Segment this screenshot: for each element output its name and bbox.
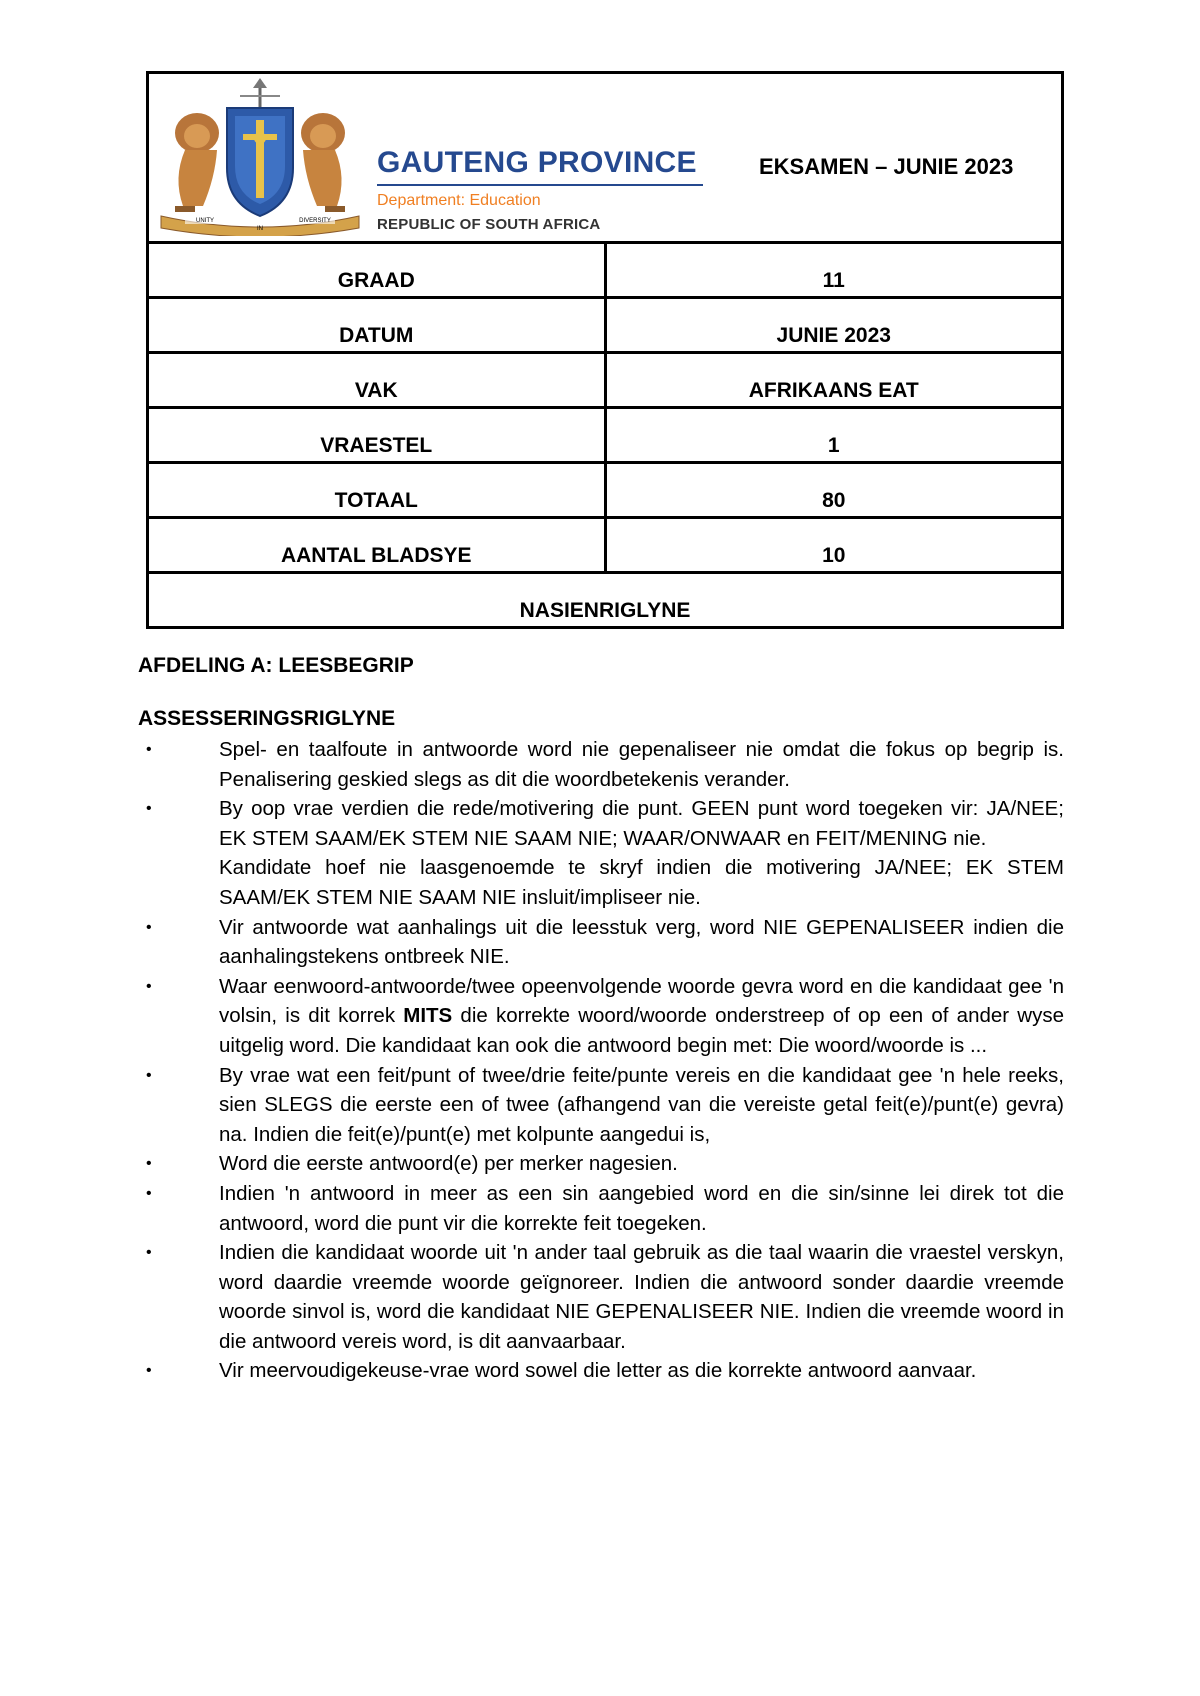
section-title: AFDELING A: LEESBEGRIP xyxy=(138,654,414,677)
coat-of-arms-icon xyxy=(155,78,365,236)
guideline-text: Kandidate hoef nie laasgenoemde te skryf indien die motivering JA/NEE; EK STEM SAAM/EK STEM NIE SAAM NIE insluit/impliseer nie. xyxy=(219,856,1064,909)
guideline-item xyxy=(138,1356,1064,1386)
guideline-text: Vir antwoorde wat aanhalings uit die leesstuk verg, word NIE GEPENALISEER indien die aanhalingstekens ontbreek NIE. xyxy=(219,915,1064,969)
guideline-text: Indien die kandidaat woorde uit 'n ander taal gebruik as die taal waarin die vraestel verskyn, word daardie vreemde woorde geïgnoreer. Indien die antwoord sonder daardie vreemde woorde sinvol is, word die kandidaat NIE GEPENALISEER NIE. Indien die vreemde woord in die antwoord vereis word, is dit aanvaarbaar. xyxy=(219,1241,1064,1353)
guideline-text: Word die eerste antwoord(e) per merker nagesien. xyxy=(219,1152,678,1176)
guideline-text-part: Waar eenwoord-antwoorde/twee opeenvolgende woorde gevra word en die kandidaat gee 'n volsin, is dit korrek xyxy=(219,974,1064,1028)
row-label: GRAAD xyxy=(149,244,607,296)
guideline-emphasis: MITS xyxy=(403,1004,453,1028)
row-value: 10 xyxy=(822,544,846,567)
guideline-text: Vir meervoudigekeuse-vrae word sowel die letter as die korrekte antwoord aanvaar. xyxy=(219,1359,977,1383)
bullet-icon: • xyxy=(146,1244,152,1262)
department-logo-text xyxy=(377,146,703,233)
guideline-item xyxy=(138,1149,1064,1179)
guideline-text: By oop vrae verdien die rede/motivering die punt. GEEN punt word toegeken vir: JA/NEE; EK STEM SAAM/EK STEM NIE SAAM NIE; WAAR/ONWAAR en FEIT/MENING nie. xyxy=(219,797,1064,850)
info-row-total xyxy=(149,464,1061,519)
guideline-item xyxy=(138,1061,1064,1150)
bullet-icon: • xyxy=(146,977,152,995)
guideline-item xyxy=(138,972,1064,1061)
guideline-text: By vrae wat een feit/punt of twee/drie feite/punte vereis en die kandidaat gee 'n hele reeks, sien SLEGS die eerste een of twee (afhangend van die vereiste getal feit(e)/punt(e) gevra) na. Indien die feit(e)/punt(e) met kolpunte aangedui is, xyxy=(219,1063,1064,1146)
bullet-icon: • xyxy=(146,1066,152,1084)
guideline-text: Spel- en taalfoute in antwoorde word nie gepenaliseer nie omdat die fokus op begrip is. Penalisering geskied slegs as dit die woordbetekenis verander. xyxy=(219,738,1064,791)
bullet-icon: • xyxy=(146,1155,152,1173)
info-row-paper xyxy=(149,409,1061,464)
country-name: REPUBLIC OF SOUTH AFRICA xyxy=(377,216,601,233)
row-label: AANTAL BLADSYE xyxy=(149,519,607,571)
row-label: DATUM xyxy=(149,299,607,351)
motto-mid: IN xyxy=(257,226,263,232)
guideline-text: Indien 'n antwoord in meer as een sin aangebied word en die sin/sinne lei direk tot die antwoord, word die punt vir die korrekte feit toegeken. xyxy=(219,1181,1064,1235)
row-value: JUNIE 2023 xyxy=(776,324,891,347)
bullet-icon: • xyxy=(146,1184,152,1202)
bullet-icon: • xyxy=(146,918,152,936)
row-value: AFRIKAANS EAT xyxy=(748,379,919,402)
marking-guidelines-label: NASIENRIGLYNE xyxy=(519,599,691,622)
guideline-item xyxy=(138,794,1064,912)
row-label: TOTAAL xyxy=(149,464,607,516)
row-value: 1 xyxy=(827,434,840,457)
row-label: VAK xyxy=(149,354,607,406)
guideline-item xyxy=(138,735,1064,794)
row-label: VRAESTEL xyxy=(149,409,607,461)
info-row-date xyxy=(149,299,1061,354)
info-row-pages xyxy=(149,519,1061,574)
province-name: GAUTENG PROVINCE xyxy=(377,146,697,179)
assessment-guidelines-list xyxy=(138,735,1064,1386)
guideline-text xyxy=(219,972,1064,1061)
brand-rule xyxy=(377,184,703,186)
guideline-item xyxy=(138,1238,1064,1356)
bullet-icon: • xyxy=(146,1362,152,1380)
guideline-item xyxy=(138,1179,1064,1238)
guideline-text-part: die korrekte woord/woorde onderstreep of op een of ander wyse uitgelig word. Die kandidaat kan ook die antwoord begin met: Die woord/woorde is ... xyxy=(219,1004,1064,1057)
info-row-marking-guidelines xyxy=(149,574,1061,626)
exam-header-table xyxy=(146,71,1064,629)
motto-right: DIVERSITY xyxy=(299,218,331,224)
row-value: 80 xyxy=(822,489,846,512)
bullet-icon: • xyxy=(146,741,152,758)
guideline-item xyxy=(138,913,1064,972)
info-row-subject xyxy=(149,354,1061,409)
guidelines-title: ASSESSERINGSRIGLYNE xyxy=(138,707,396,730)
exam-title: EKSAMEN – JUNIE 2023 xyxy=(759,154,1014,179)
info-row-grade xyxy=(149,244,1061,299)
motto-left: UNITY xyxy=(196,218,214,224)
logo-row xyxy=(149,74,1061,244)
bullet-icon: • xyxy=(146,800,152,818)
row-value: 11 xyxy=(822,269,845,292)
department-name: Department: Education xyxy=(377,192,541,209)
